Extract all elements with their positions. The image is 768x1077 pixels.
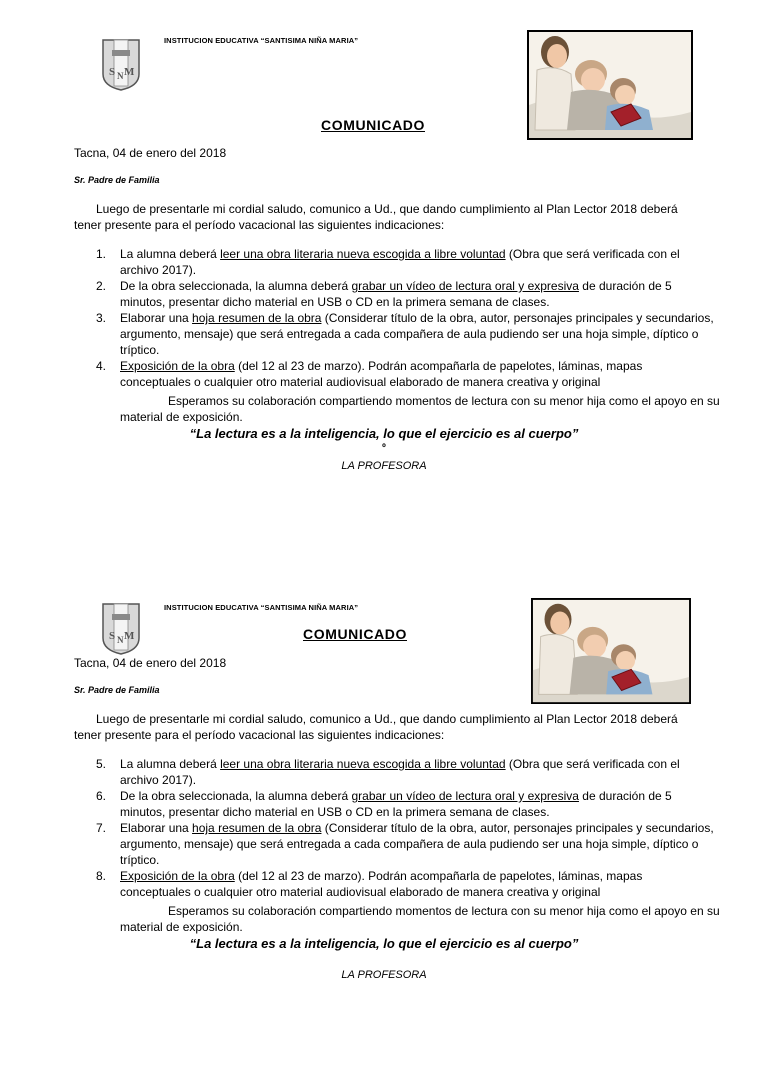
item-text: (del 12 al 23 de marzo). Podrán acompañarla de papelotes, láminas, mapas conceptuales o cualquier otro material audiovisual elaborado de manera creativa y original	[120, 869, 643, 899]
item-highlight: Exposición de la obra	[120, 869, 235, 883]
list-item	[74, 358, 714, 390]
item-text: La alumna deberá	[120, 247, 221, 261]
school-crest-icon	[100, 36, 142, 92]
item-text: (Obra que será verificada con el archivo 2017).	[120, 757, 680, 787]
intro-text: Luego de presentarle mi cordial saludo, comunico a Ud., que dando cumplimiento al Plan Lector 2018 deberá tener presente para el período vacacional las siguientes indicaciones:	[74, 712, 678, 742]
crest-letter-n: N	[117, 71, 124, 81]
page-title: COMUNICADO	[303, 626, 407, 642]
item-text: (Considerar título de la obra, autor, personajes principales y secundarios, argumento, mensaje) que será entregada a cada compañera de aula pudiendo ser una hoja simple, díptico o tríptico.	[120, 821, 714, 867]
item-text: (Considerar título de la obra, autor, personajes principales y secundarios, argumento, mensaje) que será entregada a cada compañera de aula pudiendo ser una hoja simple, díptico o tríptico.	[120, 311, 714, 357]
page-title: COMUNICADO	[321, 117, 425, 133]
closing-text: Esperamos su colaboración compartiendo momentos de lectura con su menor hija como el apoyo en su material de exposición.	[120, 904, 720, 934]
greeting: Sr. Padre de Familia	[74, 175, 160, 185]
list-item	[74, 756, 714, 788]
crest-letter-s: S	[109, 66, 116, 78]
institution-name: INSTITUCION EDUCATIVA “SANTISIMA NIÑA MARIA”	[164, 36, 359, 45]
closing-paragraph	[120, 393, 720, 425]
item-highlight: hoja resumen de la obra	[192, 821, 322, 835]
instructions-list	[74, 756, 714, 900]
reading-illustration	[527, 30, 693, 140]
intro-paragraph	[74, 201, 694, 233]
signature: LA PROFESORA	[341, 460, 427, 472]
item-text: (Obra que será verificada con el archivo 2017).	[120, 247, 680, 277]
school-crest-icon	[100, 600, 142, 656]
item-text: de duración de 5 minutos, presentar dicho material en USB o CD en la primera semana de clases.	[120, 789, 672, 819]
item-highlight: leer una obra literaria nueva escogida a libre voluntad	[220, 757, 506, 771]
item-text: de duración de 5 minutos, presentar dicho material en USB o CD en la primera semana de clases.	[120, 279, 672, 309]
list-item	[74, 278, 714, 310]
instructions-list	[74, 246, 714, 390]
item-text: De la obra seleccionada, la alumna deberá	[120, 279, 352, 293]
item-number: 2.	[96, 279, 107, 293]
list-item	[74, 310, 714, 358]
closing-text: Esperamos su colaboración compartiendo momentos de lectura con su menor hija como el apoyo en su material de exposición.	[120, 394, 720, 424]
closing-paragraph	[120, 903, 720, 935]
quote: “La lectura es a la inteligencia, lo que el ejercicio es al cuerpo”	[189, 426, 579, 441]
item-number: 5.	[96, 757, 107, 771]
intro-paragraph	[74, 711, 694, 743]
crest-letter-s: S	[109, 630, 116, 642]
greeting: Sr. Padre de Familia	[74, 685, 160, 695]
quote: “La lectura es a la inteligencia, lo que el ejercicio es al cuerpo”	[189, 936, 579, 951]
communique-bottom	[0, 565, 768, 1077]
crest-letter-m: M	[124, 66, 135, 78]
crest-letter-m: M	[124, 630, 135, 642]
intro-text: Luego de presentarle mi cordial saludo, comunico a Ud., que dando cumplimiento al Plan Lector 2018 deberá tener presente para el período vacacional las siguientes indicaciones:	[74, 202, 678, 232]
item-highlight: hoja resumen de la obra	[192, 311, 322, 325]
communique-top	[0, 0, 768, 512]
item-text: La alumna deberá	[120, 757, 221, 771]
list-item	[74, 788, 714, 820]
item-highlight: Exposición de la obra	[120, 359, 235, 373]
item-text: (del 12 al 23 de marzo). Podrán acompañarla de papelotes, láminas, mapas conceptuales o cualquier otro material audiovisual elaborado de manera creativa y original	[120, 359, 643, 389]
institution-name: INSTITUCION EDUCATIVA “SANTISIMA NIÑA MARIA”	[164, 603, 359, 612]
item-number: 6.	[96, 789, 107, 803]
item-highlight: grabar un vídeo de lectura oral y expresiva	[351, 279, 579, 293]
list-item	[74, 820, 714, 868]
item-text: Elaborar una	[120, 311, 193, 325]
item-text: Elaborar una	[120, 821, 193, 835]
item-number: 7.	[96, 821, 107, 835]
item-number: 8.	[96, 869, 107, 883]
item-highlight: leer una obra literaria nueva escogida a libre voluntad	[220, 247, 506, 261]
item-highlight: grabar un vídeo de lectura oral y expresiva	[351, 789, 579, 803]
ordinal-mark: º	[382, 443, 386, 454]
list-item	[74, 246, 714, 278]
date-line: Tacna, 04 de enero del 2018	[74, 146, 227, 160]
item-number: 4.	[96, 359, 107, 373]
reading-illustration	[529, 598, 693, 704]
date-line: Tacna, 04 de enero del 2018	[74, 656, 227, 670]
item-number: 1.	[96, 247, 107, 261]
list-item	[74, 868, 714, 900]
item-text: De la obra seleccionada, la alumna deberá	[120, 789, 352, 803]
item-number: 3.	[96, 311, 107, 325]
crest-letter-n: N	[117, 635, 124, 645]
signature: LA PROFESORA	[341, 969, 427, 981]
